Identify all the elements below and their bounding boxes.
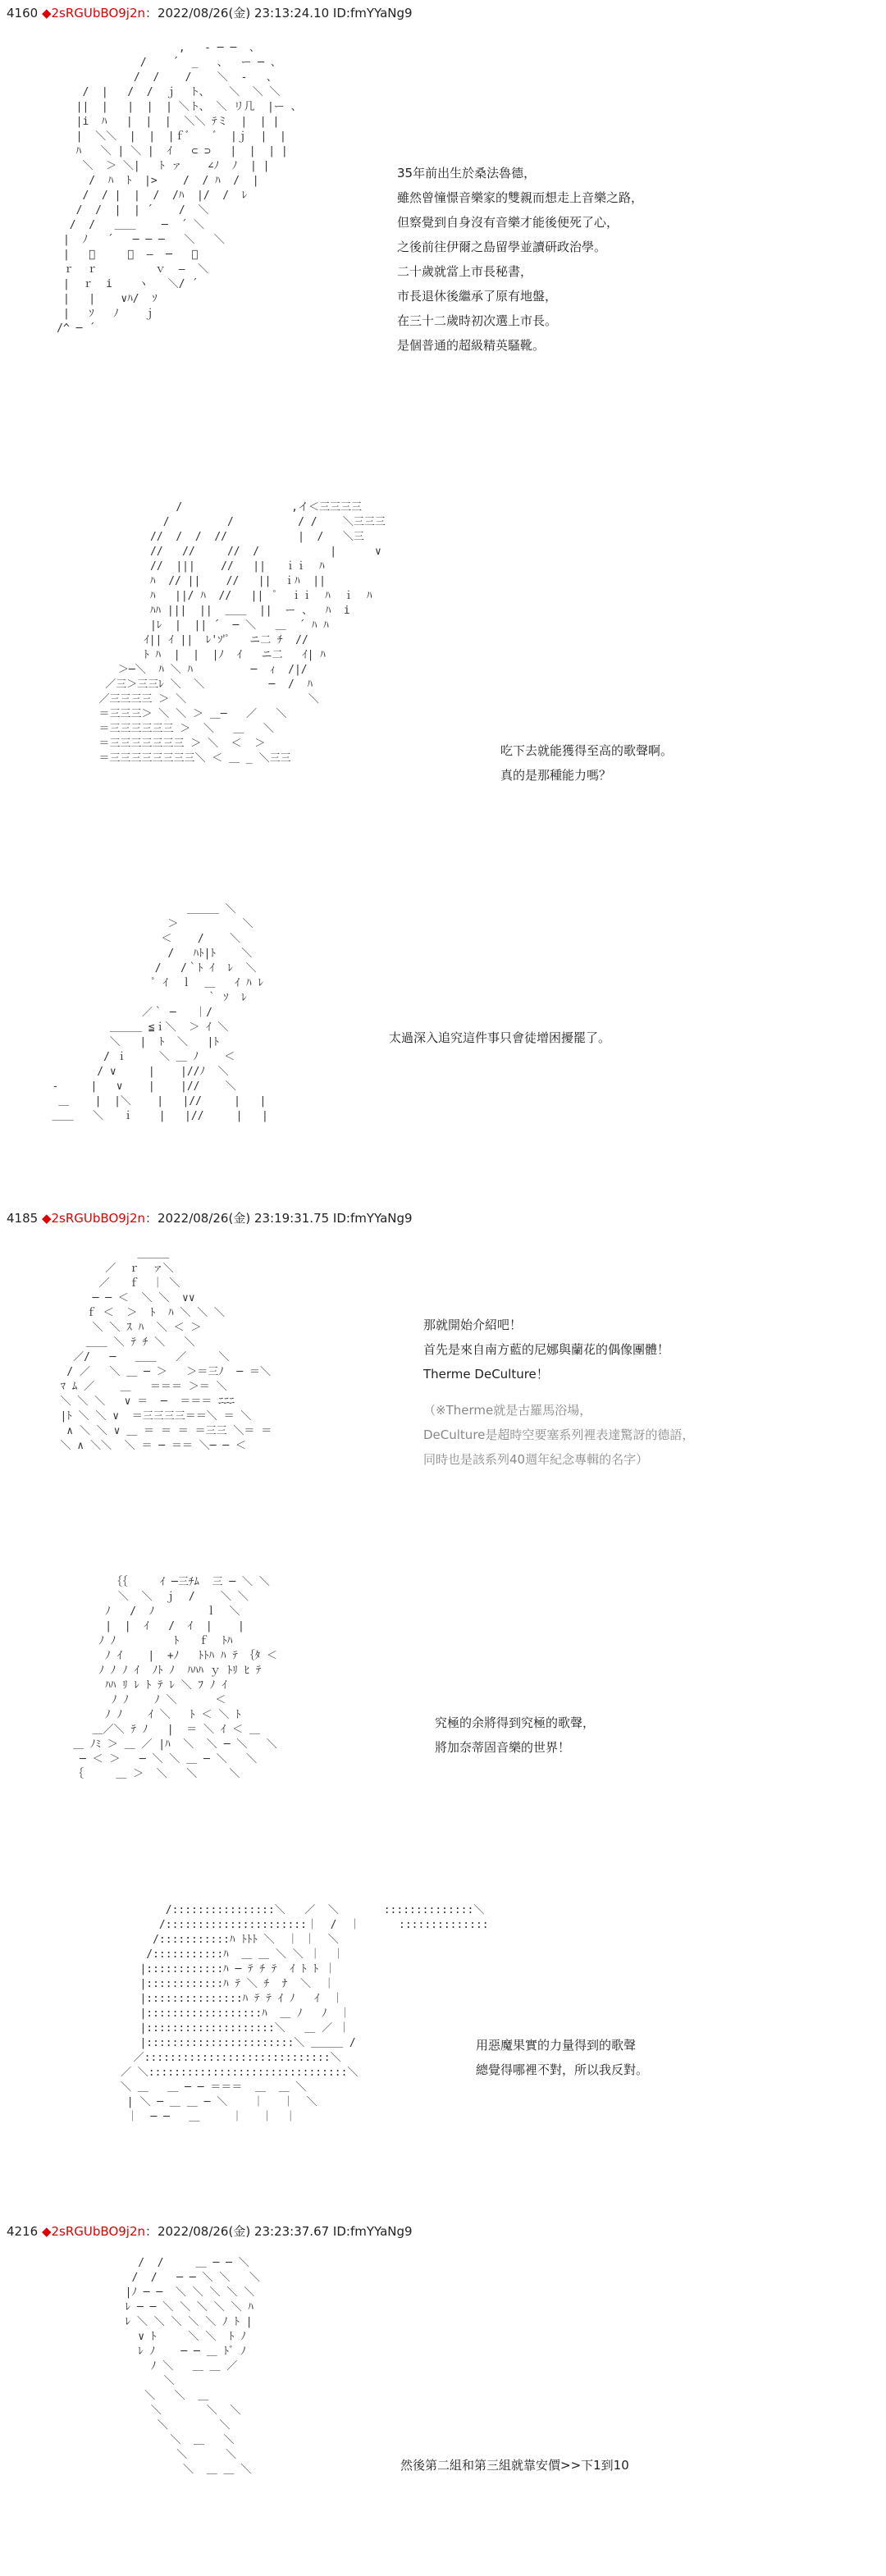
translator-note: 同時也是該系列40週年紀念專輯的名字） xyxy=(423,1452,649,1467)
post-trip[interactable]: 2sRGUbBO9j2n xyxy=(51,2224,146,2239)
trip-diamond-icon: ◆ xyxy=(41,6,52,21)
dialogue-line: 是個普通的超級精英騷靴。 xyxy=(397,338,546,353)
post-meta: ：2022/08/26(金) 23:19:31.75 ID:fmYYaNg9 xyxy=(145,1211,413,1226)
dialogue-text xyxy=(423,1313,694,1472)
post-number: 4160 xyxy=(7,6,39,21)
dialogue-line: Therme DeCulture！ xyxy=(423,1367,549,1382)
dialogue-text xyxy=(476,2033,648,2082)
post-number: 4216 xyxy=(7,2224,39,2239)
dialogue-text xyxy=(389,1025,610,1050)
trip-diamond-icon: ◆ xyxy=(41,1211,52,1226)
ascii-art: / / ＿ ─ ─ ＼ / / ─ ─ ＼ ＼ ＼ |ﾉ ─ ─ ＼ ＼ ＼ ＼ ＼ ﾚ ─ ─ ＼ ＼ ＼ ＼ ＼ ﾊ ﾚ ＼ ＼ ＼ ＼ ＼ ﾉ ﾄ | ∨ ﾄ ＼ ＼ ﾄ ﾉ ﾚ ﾉ ─ ─ ＿ ﾄﾞ ﾉ ﾉ ＼ ＿ ＿ ／ ＼ ＼ ＼ ＿ ＼ ＼ ＼ ＼ ＼ ＼ ＿ ＼ ＼ ＼ ＼ ＿ ＿ ＼ xyxy=(125,2257,260,2476)
ascii-art: ｛｛ ｲ ─三ﾁﾑ 三 ─ ＼ ＼ ＼ ＼ ｊ / ＼ ＼ ﾉ / ﾉ ｌ ＼ | | ｲ / ｲ | | ﾉ ﾉ ﾄ ｆ ﾄﾊ ﾉ ｲ | +ﾉ ﾄﾄﾊ ﾊ ﾃ ｛ﾀ ＜ ﾉ ﾉ ﾉ ｲ ﾉﾄ ﾉ ﾊﾊﾊ ｙ ﾄﾘ ﾋ ﾃ ﾊﾊ ﾘ ﾚ ﾄ ﾃ ﾚ ＼ ﾌ ﾉ ｲ ﾉ ﾉ ﾉ ＼ ＜ ﾉ ﾉ ｲ ＼ ﾄ ＜ ＼ ﾄ ＿／＼ ﾃ ﾉ | ＝ ＼ ｲ ＜ ＿ ＿ ﾉﾐ ＞ ＿ ／ |ﾊ ＼ ＼ ─ ＼ ＼ ─ ＜ ＞ ─ ＼ ＼ ＿ ─ ＼ ＼ ｛ ＿ ＞ ＼ ＼ ＼ xyxy=(73,1576,277,1780)
ascii-art: ＿＿＿ ＼ ＞ ＼ ＜ / ＼ / ﾊﾄ|ﾄ ＼ / /｀ﾄ ｲ ﾚ ＼ ﾟ ｲ ｌ ＿ ｲ ﾊ ﾚ ｀ ｿ ﾚ ／｀ ─ ｜/ ＿＿＿ ≦ｉ＼ ＞ ｲ ＼ ＼ | ﾄ ＼ |ﾄ / ｉ ＼ ＿ ﾉ ＜ / ∨ | |//ﾉ ＼ - | ∨ | |// ＼ ＿ | |＼ | |// | | ＿＿ ＼ ｉ | |// | | xyxy=(52,903,268,1122)
dialogue-line: 然後第二組和第三組就靠安價>>下1到10 xyxy=(400,2458,629,2473)
post-header xyxy=(7,2223,413,2240)
dialogue-line: 用惡魔果實的力量得到的歌聲 xyxy=(476,2038,637,2053)
translator-note: （※Therme就是古羅馬浴場， xyxy=(423,1403,592,1418)
ascii-art: / ,イ＜三三三三 / / / / ＼三三三 // / / // | / ＼三 // // // / | ∨ // ||| // || ｉｉ ﾊ ﾊ // || // || ｉﾊ || ﾊ ||/ ﾊ // || ﾟ ｉｉ ﾊ ｉ ﾊ ﾊﾊ ||| || ＿＿ || ー 、 ﾊ i |ﾚ | || ´ ─ ＼ ＿ ´ ﾊ ﾊ ｲ|| ｲ || ﾚ'ｿ'ﾟ ニ二 ﾁ // ﾄ ﾊ | | |ﾉ ｲ ニ二 ｲ| ﾊ ＞─＼ ﾊ ＼ ﾊ ─ ｨ /|/ ／三＞三三ﾚ ＼ ＼ ─ / ﾊ ／三三三三 ＞ ＼ ＼ ＝三三三＞ ＼ ＼ ＞ ＿─ ／ ＼ ＝三三三三三三 ＞ ＼ ＿ ＼ ＝三三三三三三三 ＞ ＼ ＜ ＞ ＝三三三三三三三三＼ ＜ ＿ _ ＼三三 xyxy=(98,501,386,765)
dialogue-line: 之後前往伊爾之島留學並讀研政治學。 xyxy=(397,240,607,254)
dialogue-line: 二十歲就當上市長秘書， xyxy=(397,264,533,279)
dialogue-line: 35年前出生於桑法魯德， xyxy=(397,166,537,180)
dialogue-line: 那就開始介紹吧！ xyxy=(423,1318,523,1332)
dialogue-line: 雖然曾憧憬音樂家的雙親而想走上音樂之路， xyxy=(397,190,644,205)
dialogue-line: 市長退休後繼承了原有地盤， xyxy=(397,289,558,304)
dialogue-line: 真的是那種能力嗎？ xyxy=(500,768,612,783)
dialogue-line: 究極的余將得到究極的歌聲， xyxy=(435,1715,596,1730)
dialogue-line: 首先是來自南方藍的尼娜與蘭花的偶像團體！ xyxy=(423,1342,670,1357)
dialogue-line: 在三十二歲時初次選上市長。 xyxy=(397,313,558,328)
ascii-art: ＿＿＿ ／ ｒ ァ＼ ／ ｆ ｜ ＼ ─ ─ ＜ ＼ ＼ ∨∨ ｆ ＜ ＞ ﾄ ﾊ ＼ ＼ ＼ ＼ ＼ ｽ ﾊ ＼ ＜ ＞ ＿＿ ＼ ﾃ ﾁ ＼ ＼ ／/ ─ ＿＿ ／ ＼ / ／ ＼ ＿ ─ ＞ ＞＝三ﾉ ─ ＝＼ ﾏ ﾑ ／ ＿ ＝＝＝ ＞＝ ＼ ＼ ＼ ＼ ∨ ＝ ─ ＝＝＝ ﾆﾆﾆ |ﾄ ＼ ＼ ∨ ＝三三三三＝＝＼ ＝ ＼ ∧ ＼ ＼ ∨ ＿ ＝ ＝ ＝ ＝三三 ＼＝ ＝ ＼ ∧ ＼＼ ＼ ＝ ─ ＝＝ ＼─ ─ ＜ xyxy=(60,1248,272,1452)
post-meta: ：2022/08/26(金) 23:13:24.10 ID:fmYYaNg9 xyxy=(145,6,413,21)
post-meta: ：2022/08/26(金) 23:23:37.67 ID:fmYYaNg9 xyxy=(145,2224,413,2239)
ascii-art: , ‐ ─ ─ 、 / ´ _ 、 ー ─ 、 / / / ＼ ‐ 、 / | / / ｊ ト、 ＼ ＼ ＼ || | | | | ＼ト、 ＼ リ几 |ー 、 |i ﾊ | | | ＼＼ ﾃミ | | | | ＼＼ | | |ｆﾞ ﾞ |ｊ | | ﾊ ＼ | ＼ | ｲ ⊂ ⊃ | | | | ＼ ＞ ＼| ﾄ ァ ∠ﾉ ﾉ | | / ﾊ ﾄ |> / / ﾊ / | / / | | / /ﾊ |/ / ﾚ / / | | ´ / ＼ / / ＿＿ ─ ´ ＼ | ﾉ ´ ─ ─ ─ ＼ ＼ | ﾞ ＿ ― ─ ＼ ｒ ｒ ｖ ― ＼ | ｒ i ヽ ＼/ ´ | | ∨ﾊ/ ｿ | ｿ ﾉ ｊ /^ ─ ´ xyxy=(57,42,302,335)
post-header xyxy=(7,5,413,21)
post-trip[interactable]: 2sRGUbBO9j2n xyxy=(51,6,146,21)
ascii-art: /::::::::::::::::＼ ／ ＼ ::::::::::::::＼ /::::::::::::::::::::::｜ / ｜ :::::::::::::: /:::::::::::ﾊ ﾄﾄﾄ ＼ ｜ ｜ ＼ /:::::::::::ﾊ ＿ ＿ ＼ ＼ ｜ ｜ |::::::::::::ﾊ ─ ﾃ ﾁ ﾃ ｲ ﾄ ﾄ ｜ |::::::::::::ﾊ ﾃ ＼ ﾁ ﾅ ＼ ｜ |:::::::::::::::ﾊ ﾃ ﾃ ｲ ﾉ ｲ ｜ |::::::::::::::::::ﾊ ＿ ﾉ ﾉ ｜ |::::::::::::::::::::＼ ＿ ／ ｜ |:::::::::::::::::::::::＼ ＿＿＿ / ／:::::::::::::::::::::::::::::＼ ／ ＼:::::::::::::::::::::::::::::::＼ ＼ ＿ ＿ ─ ─ ＝＝＝ ＿ ＿ ＼ | ＼ ─ ＿ ＿ ─ ＼ ｜ ｜ ＼ ｜ ─ ─ ＿ ｜ ｜ ｜ xyxy=(120,1904,489,2123)
trip-diamond-icon: ◆ xyxy=(41,2224,52,2239)
dialogue-line: 但察覺到自身沒有音樂才能後便死了心， xyxy=(397,215,619,230)
dialogue-text xyxy=(400,2453,629,2478)
dialogue-text xyxy=(397,161,643,358)
dialogue-line: 吃下去就能獲得至高的歌聲啊。 xyxy=(500,743,674,758)
dialogue-text xyxy=(500,738,673,788)
translator-note: DeCulture是超時空要塞系列裡表達驚訝的德語， xyxy=(423,1427,695,1442)
post-trip[interactable]: 2sRGUbBO9j2n xyxy=(51,1211,146,1226)
dialogue-line: 總覺得哪裡不對，所以我反對。 xyxy=(476,2062,649,2077)
post-header xyxy=(7,1210,413,1226)
dialogue-line: 太過深入追究這件事只會徒增困擾罷了。 xyxy=(389,1030,611,1045)
post-number: 4185 xyxy=(7,1211,39,1226)
dialogue-text xyxy=(435,1710,595,1760)
dialogue-line: 將加奈蒂固音樂的世界！ xyxy=(435,1740,571,1755)
